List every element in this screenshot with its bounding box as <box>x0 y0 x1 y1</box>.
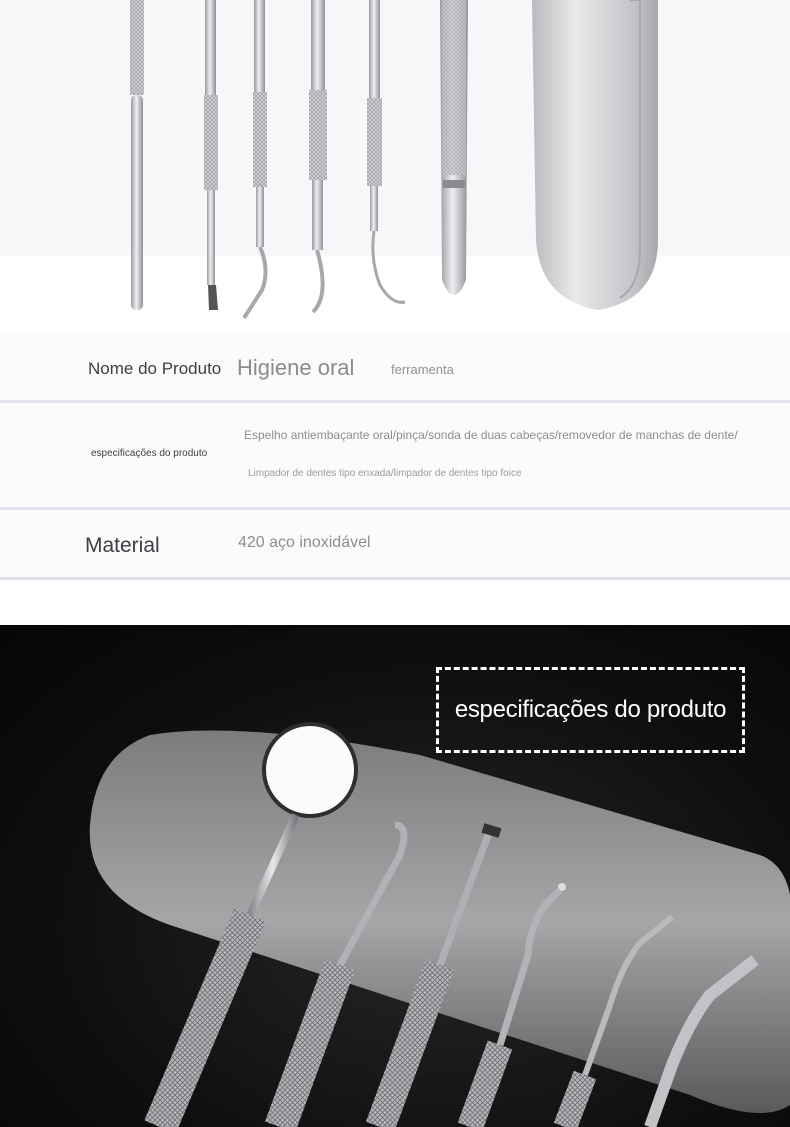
section-gap <box>0 580 790 625</box>
product-name-label: Nome do Produto <box>88 359 222 378</box>
tool-double-probe <box>309 0 327 312</box>
specifications-value-line1: Espelho antiembaçante oral/pinça/sonda de duas cabeças/removedor de manchas de dente/ <box>244 428 738 442</box>
material-value: 420 aço inoxidável <box>238 534 371 551</box>
spec-row-material <box>0 510 790 577</box>
material-label: Material <box>85 534 160 557</box>
tool-case <box>532 0 658 310</box>
tool-tweezers <box>440 0 468 295</box>
spec-row-specifications <box>0 403 790 507</box>
tool-hoe-scaler <box>204 0 218 310</box>
product-name-value: Higiene oral <box>237 355 355 380</box>
specifications-value-line2: Limpador de dentes tipo enxada/limpador de dentes tipo foice <box>248 468 522 479</box>
specifications-label: especificações do produto <box>91 448 208 459</box>
product-banner-dark <box>0 625 790 1127</box>
tools-illustration <box>0 0 790 330</box>
product-photo-tools <box>0 0 790 330</box>
spec-row-product-name <box>0 330 790 400</box>
product-name-subvalue: ferramenta <box>391 362 454 377</box>
spec-badge-text: especificações do produto <box>454 696 727 723</box>
spec-table <box>0 330 790 610</box>
tool-mirror-handle <box>130 0 144 310</box>
spec-badge <box>436 667 745 753</box>
tool-sickle-scaler <box>244 0 267 318</box>
tool-explorer <box>367 0 405 302</box>
